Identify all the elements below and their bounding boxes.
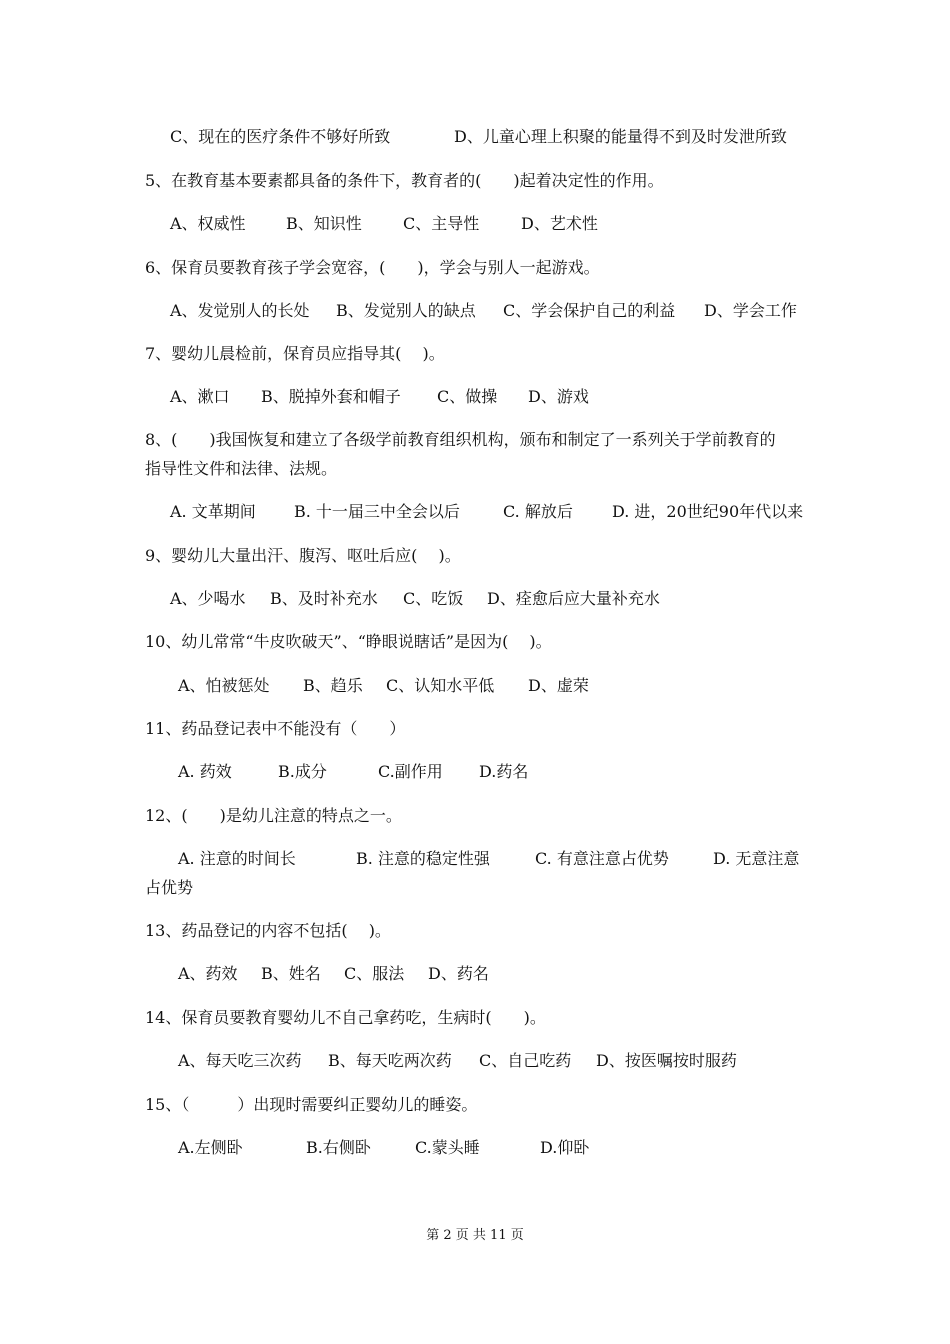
q9-option-b: B、及时补充水 <box>270 589 378 608</box>
q11-stem: 11、药品登记表中不能没有（ ） <box>145 719 406 738</box>
q15-option-b: B.右侧卧 <box>306 1138 371 1157</box>
q8-option-b: B. 十一届三中全会以后 <box>294 502 460 521</box>
q5-option-c: C、主导性 <box>403 214 480 233</box>
q15-option-c: C.蒙头睡 <box>415 1138 480 1157</box>
q12-option-c: C. 有意注意占优势 <box>535 849 669 868</box>
q8-option-d: D. 进，20世纪90年代以来 <box>612 502 804 521</box>
q13-option-c: C、服法 <box>344 964 405 983</box>
q11-option-d: D.药名 <box>479 762 529 781</box>
q9-option-d: D、痊愈后应大量补充水 <box>487 589 660 608</box>
q14-option-c: C、自己吃药 <box>479 1051 572 1070</box>
q11-option-a: A. 药效 <box>178 762 232 781</box>
q10-stem: 10、幼儿常常“牛皮吹破天”、“睁眼说瞎话”是因为( )。 <box>145 632 552 651</box>
q5-option-b: B、知识性 <box>286 214 362 233</box>
q15-option-d: D.仰卧 <box>540 1138 590 1157</box>
q13-option-a: A、药效 <box>178 964 238 983</box>
q7-stem: 7、婴幼儿晨检前，保育员应指导其( )。 <box>145 344 445 363</box>
q8-option-c: C. 解放后 <box>503 502 573 521</box>
q15-option-a: A.左侧卧 <box>178 1138 243 1157</box>
q12-stem: 12、( )是幼儿注意的特点之一。 <box>145 806 402 825</box>
q10-option-c: C、认知水平低 <box>386 676 495 695</box>
page-number-footer: 第 2 页 共 11 页 <box>426 1228 524 1243</box>
q7-option-c: C、做操 <box>437 387 498 406</box>
q9-stem: 9、婴幼儿大量出汗、腹泻、呕吐后应( )。 <box>145 546 461 565</box>
q14-option-a: A、每天吃三次药 <box>178 1051 302 1070</box>
q14-option-b: B、每天吃两次药 <box>328 1051 452 1070</box>
q4-option-c: C、现在的医疗条件不够好所致 <box>170 127 391 146</box>
q6-option-c: C、学会保护自己的利益 <box>503 301 676 320</box>
q9-option-c: C、吃饭 <box>403 589 464 608</box>
q10-option-b: B、趋乐 <box>303 676 363 695</box>
q5-stem: 5、在教育基本要素都具备的条件下，教育者的( )起着决定性的作用。 <box>145 171 664 190</box>
q12-option-a: A. 注意的时间长 <box>178 849 296 868</box>
q7-option-b: B、脱掉外套和帽子 <box>261 387 401 406</box>
q6-option-b: B、发觉别人的缺点 <box>336 301 476 320</box>
q8-stem-line2: 指导性文件和法律、法规。 <box>145 459 338 478</box>
q13-stem: 13、药品登记的内容不包括( )。 <box>145 921 391 940</box>
q6-stem: 6、保育员要教育孩子学会宽容，( )，学会与别人一起游戏。 <box>145 258 600 277</box>
q13-option-b: B、姓名 <box>261 964 321 983</box>
q5-option-d: D、艺术性 <box>521 214 598 233</box>
q9-option-a: A、少喝水 <box>170 589 246 608</box>
q6-option-a: A、发觉别人的长处 <box>170 301 310 320</box>
q10-option-a: A、怕被惩处 <box>178 676 270 695</box>
q8-option-a: A. 文革期间 <box>170 502 256 521</box>
q6-option-d: D、学会工作 <box>704 301 797 320</box>
q8-stem-line1: 8、( )我国恢复和建立了各级学前教育组织机构，颁布和制定了一系列关于学前教育的 <box>145 430 776 449</box>
q12-option-b: B. 注意的稳定性强 <box>356 849 490 868</box>
q12-option-d: D. 无意注意 <box>713 849 800 868</box>
q10-option-d: D、虚荣 <box>528 676 589 695</box>
q11-option-b: B.成分 <box>278 762 327 781</box>
q14-option-d: D、按医嘱按时服药 <box>596 1051 737 1070</box>
q13-option-d: D、药名 <box>428 964 489 983</box>
q4-option-d: D、儿童心理上积聚的能量得不到及时发泄所致 <box>454 127 787 146</box>
q12-option-d-wrap: 占优势 <box>145 878 194 897</box>
q14-stem: 14、保育员要教育婴幼儿不自己拿药吃，生病时( )。 <box>145 1008 546 1027</box>
q5-option-a: A、权威性 <box>170 214 246 233</box>
q7-option-a: A、漱口 <box>170 387 230 406</box>
q7-option-d: D、游戏 <box>528 387 589 406</box>
q15-stem: 15、（ ）出现时需要纠正婴幼儿的睡姿。 <box>145 1095 478 1114</box>
q11-option-c: C.副作用 <box>378 762 443 781</box>
